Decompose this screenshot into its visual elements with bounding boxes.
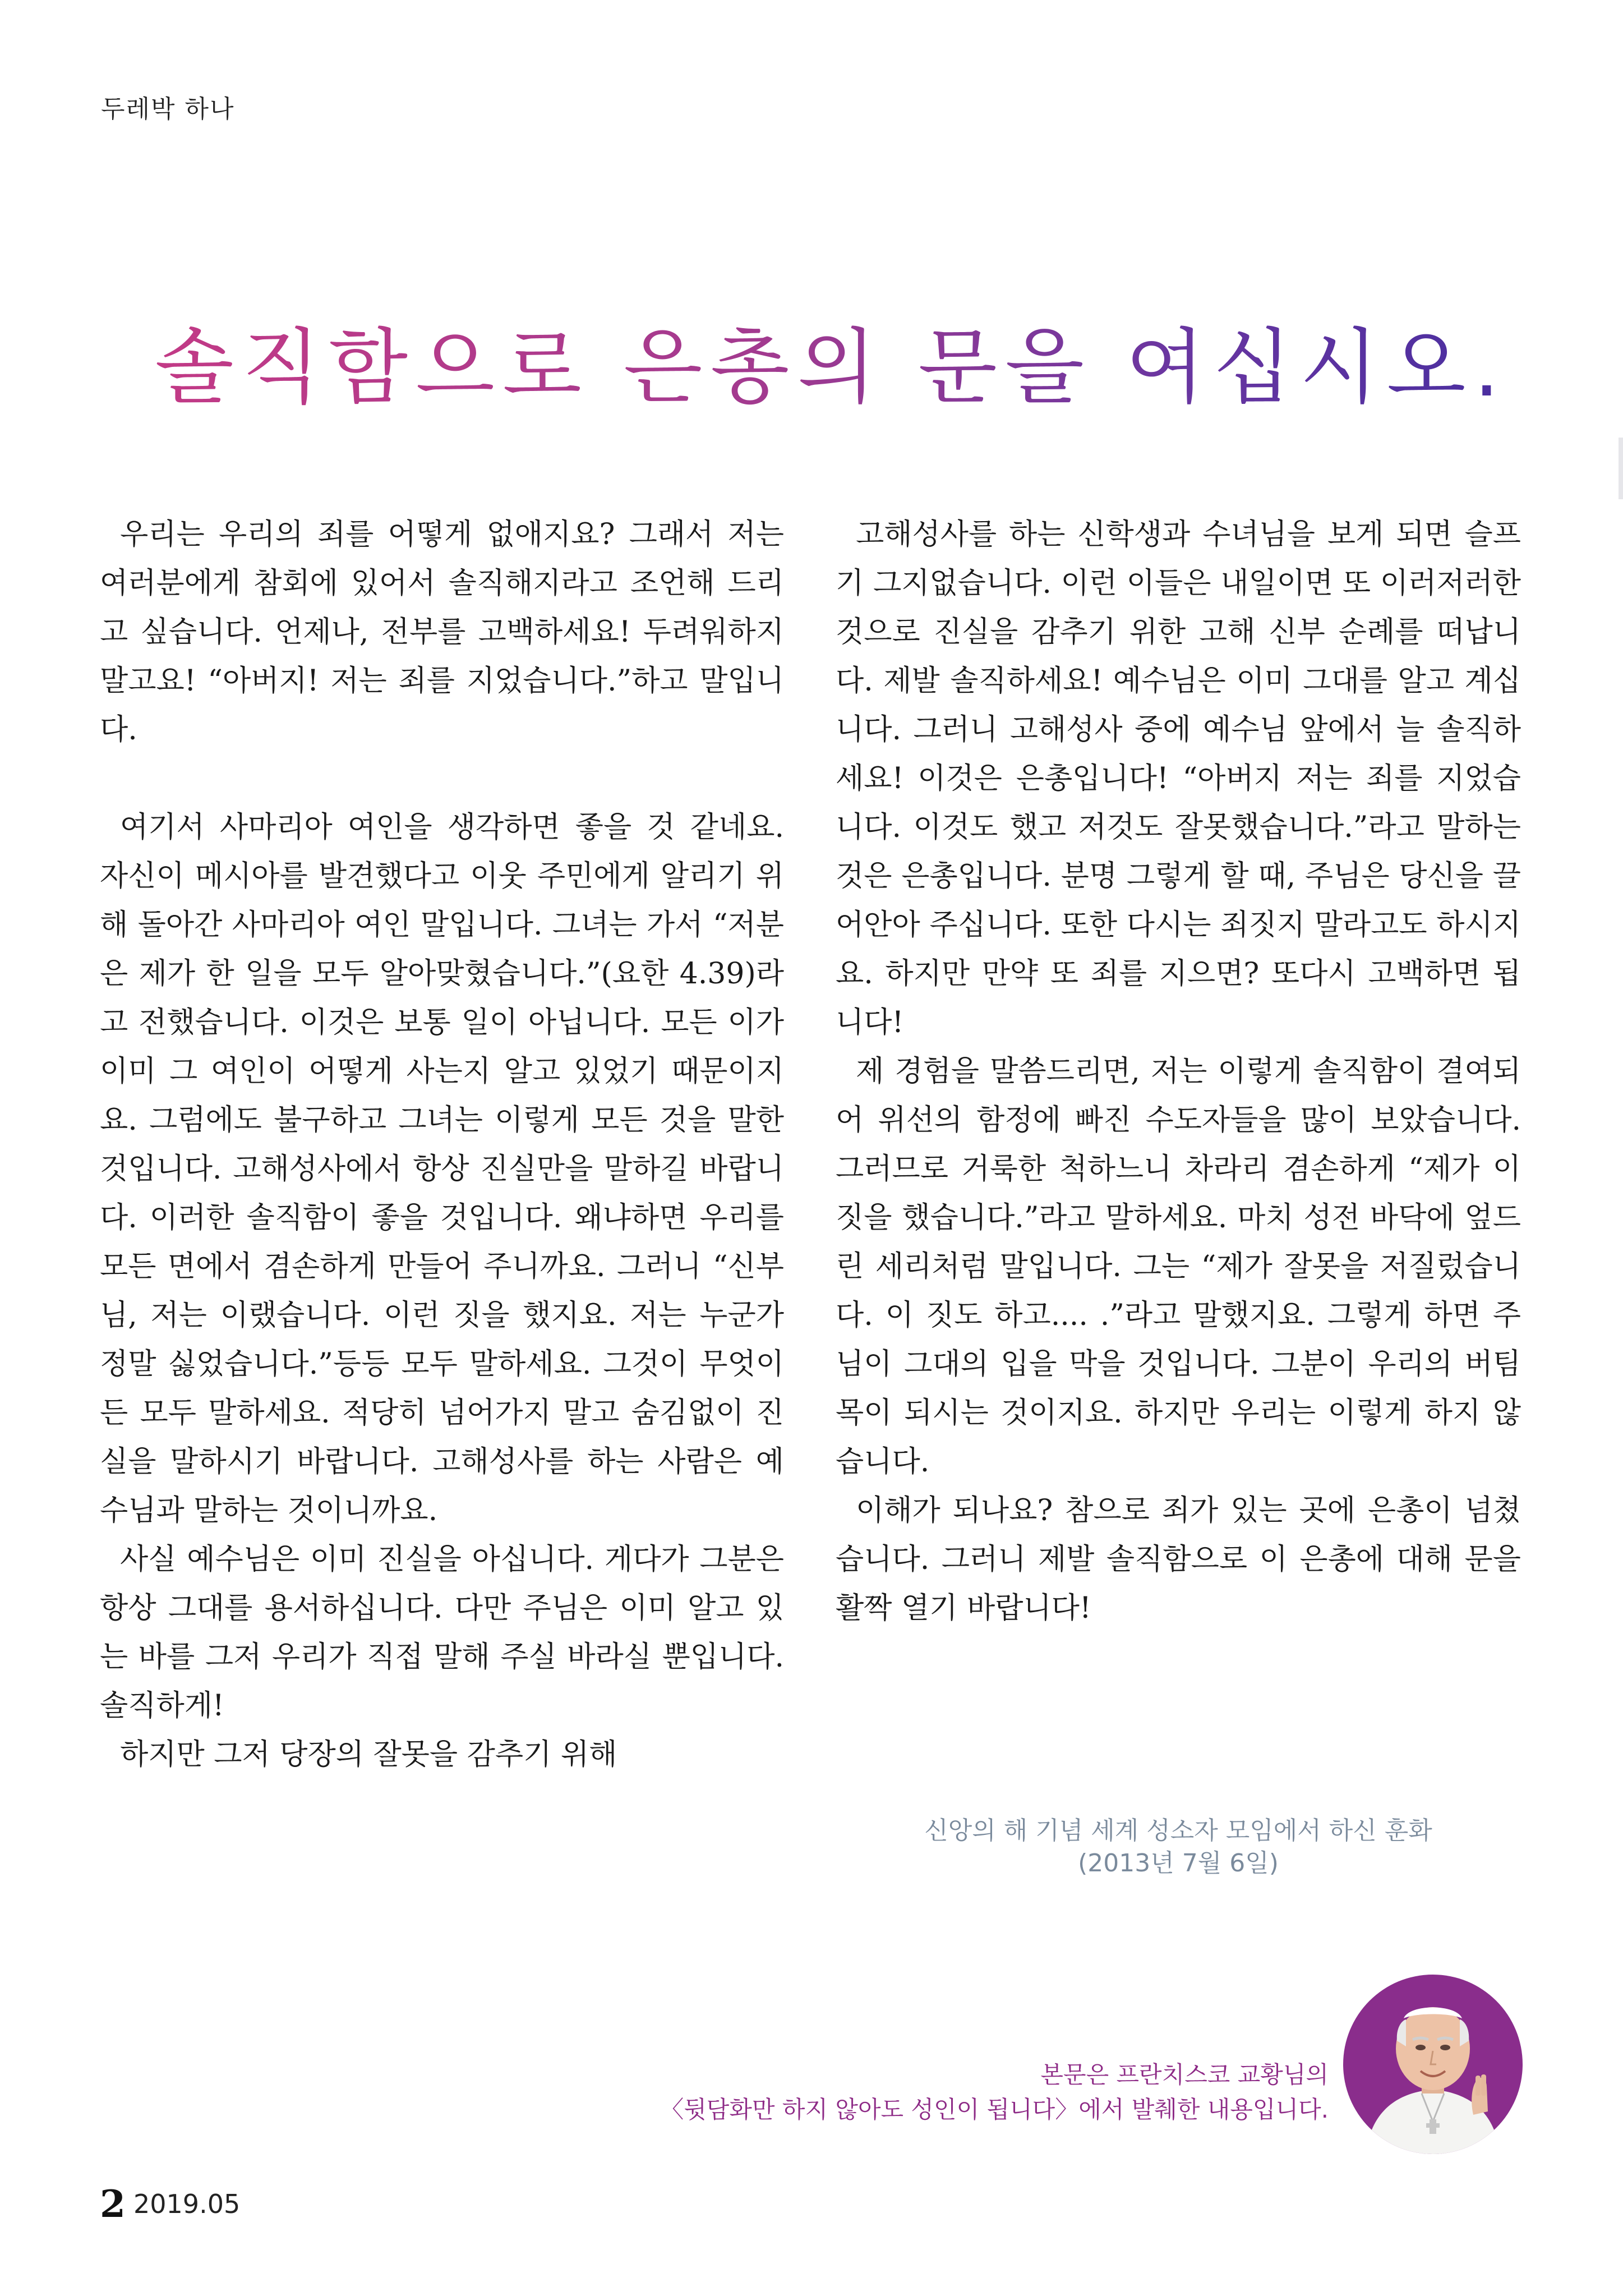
- paragraph: 제 경험을 말씀드리면, 저는 이렇게 솔직함이 결여되어 위선의 함정에 빠진 수도자들을 많이 보았습니다. 그러므로 거룩한 척하느니 차라리 겸손하게 “제가 이 짓을 했습니다.”라고 말하세요. 마치 성전 바닥에 엎드린 세리처럼 말입니다. 그는 “제가 잘못을 저질렀습니다. 이 짓도 하고.... .”라고 말했지요. 그렇게 하면 주님이 그대의 입을 막을 것입니다. 그분이 우리의 버팀목이 되시는 것이지요. 하지만 우리는 이렇게 하지 않습니다.: [836, 1055, 1521, 1479]
- credit-line: 〈뒷담화만 하지 않아도 성인이 됩니다〉에서 발췌한 내용입니다.: [660, 2096, 1329, 2123]
- source-note: [836, 1815, 1521, 1880]
- paragraph: 사실 예수님은 이미 진실을 아십니다. 게다가 그분은 항상 그대를 용서하십니다. 다만 주님은 이미 알고 있는 바를 그저 우리가 직접 말해 주실 바라실 뿐입니다. 솔직하게!: [100, 1543, 784, 1723]
- article-title-text: 솔직함으로 은총의 문을 여십시오.: [155, 319, 1507, 417]
- paragraph: 이해가 되나요? 참으로 죄가 있는 곳에 은총이 넘쳤습니다. 그러니 제발 솔직함으로 이 은총에 대해 문을 활짝 열기 바랍니다!: [836, 1494, 1521, 1625]
- source-date: (2013년 7월 6일): [1078, 1849, 1279, 1878]
- paragraph: 고해성사를 하는 신학생과 수녀님을 보게 되면 슬프기 그지없습니다. 이런 이들은 내일이면 또 이러저러한 것으로 진실을 감추기 위한 고해 신부 순례를 떠납니다. 제발 솔직하세요! 예수님은 이미 그대를 알고 계십니다. 그러니 고해성사 중에 예수님 앞에서 늘 솔직하세요! 이것은 은총입니다! “아버지 저는 죄를 지었습니다. 이것도 했고 저것도 잘못했습니다.”라고 말하는 것은 은총입니다. 분명 그렇게 할 때, 주님은 당신을 끌어안아 주십니다. 또한 다시는 죄짓지 말라고도 하시지요. 하지만 만약 또 죄를 지으면? 또다시 고백하면 됩니다!: [836, 518, 1521, 1039]
- article-column-right: [836, 510, 1521, 1745]
- portrait-illustration: [1343, 1975, 1523, 2154]
- paragraph: 여기서 사마리아 여인을 생각하면 좋을 것 같네요. 자신이 메시아를 발견했다고 이웃 주민에게 알리기 위해 돌아간 사마리아 여인 말입니다. 그녀는 가서 “저분은 제가 한 일을 모두 알아맞혔습니다.”(요한 4.39)라고 전했습니다. 이것은 보통 일이 아닙니다. 모든 이가 이미 그 여인이 어떻게 사는지 알고 있었기 때문이지요. 그럼에도 불구하고 그녀는 이렇게 모든 것을 말한 것입니다. 고해성사에서 항상 진실만을 말하길 바랍니다. 이러한 솔직함이 좋을 것입니다. 왜냐하면 우리를 모든 면에서 겸손하게 만들어 주니까요. 그러니 “신부님, 저는 이랬습니다. 이런 짓을 했지요. 저는 누군가 정말 싫었습니다.”등등 모두 말하세요. 그것이 무엇이든 모두 말하세요. 적당히 넘어가지 말고 숨김없이 진실을 말하시기 바랍니다. 고해성사를 하는 사람은 예수님과 말하는 것이니까요.: [100, 811, 784, 1527]
- issue-date: 2019.05: [133, 2189, 241, 2219]
- pope-portrait: [1343, 1975, 1523, 2154]
- excerpt-credit: [431, 2058, 1329, 2127]
- page-number: 2: [100, 2182, 126, 2226]
- article-column-left: [100, 510, 784, 1980]
- page-edge-mark: [1619, 438, 1623, 499]
- paragraph: 우리는 우리의 죄를 어떻게 없애지요? 그래서 저는 여러분에게 참회에 있어서 솔직해지라고 조언해 드리고 싶습니다. 언제나, 전부를 고백하세요! 두려워하지 말고요! “아버지! 저는 죄를 지었습니다.”하고 말입니다.: [100, 518, 784, 747]
- credit-line: 본문은 프란치스코 교황님의: [1040, 2061, 1329, 2088]
- article-title: [0, 319, 1623, 417]
- paragraph: 하지만 그저 당장의 잘못을 감추기 위해: [120, 1738, 617, 1772]
- section-label: 두레박 하나: [101, 95, 235, 123]
- source-line: 신앙의 해 기념 세계 성소자 모임에서 하신 훈화: [924, 1816, 1432, 1845]
